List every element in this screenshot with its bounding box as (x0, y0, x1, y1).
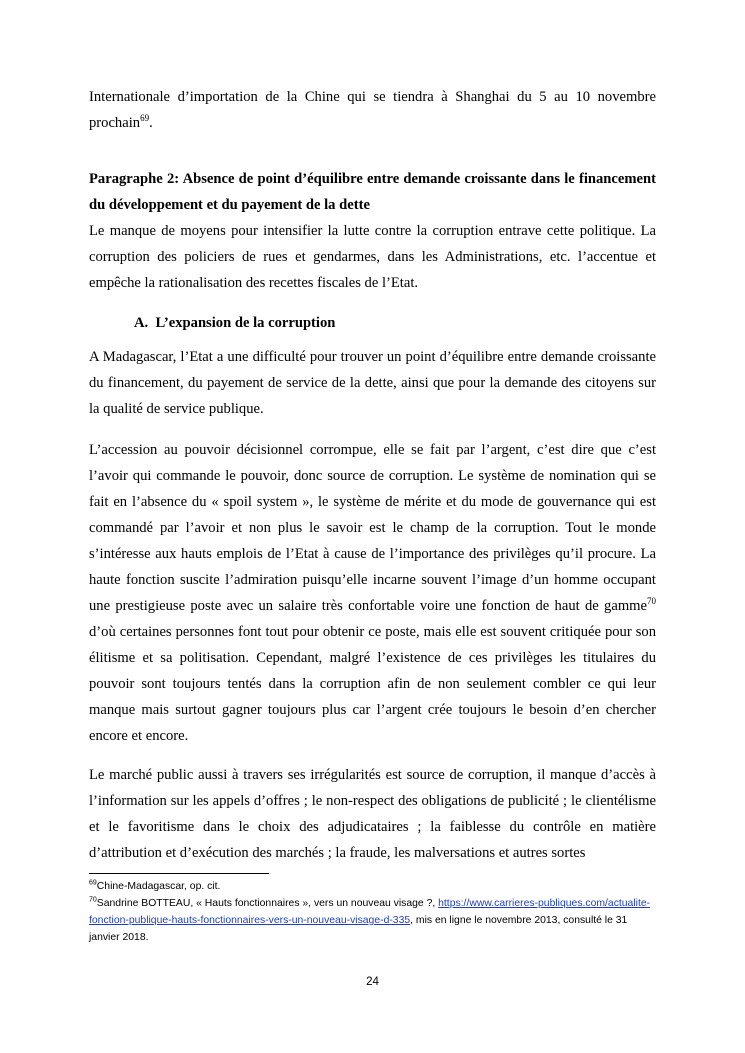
section-a-label: A. (134, 315, 149, 331)
body-paragraph-2: L’accession au pouvoir décisionnel corrompue, elle se fait par l’argent, c’est dire que c’est l’avoir qui commande le pouvoir, donc source de corruption. Le système de nomination qui se fait en l’absence du « spoil system », le système de mérite et du mode de gouvernance qui est commandé par l’avoir et non plus le savoir est le champ de la corruption. Tout le monde s’intéresse aux hauts emplois de l’Etat à cause de l’importance des privilèges qu’il procure. La haute fonction suscite l’admiration puisqu’elle incarne souvent l’image d’un homme occupant une prestigieuse poste avec un salaire très confortable voire une fonction de haut de gamme$^{70}$ d’où certaines personnes font tout pour obtenir ce poste, mais elle est souvent critiquée pour son élitisme et sa politisation. Cependant, malgré l’existence de ces privilèges les titulaires du pouvoir sont toujours tentés dans la corruption afin de non seulement combler ce qui leur manque mais surtout gagner toujours plus car l’argent crée toujours le besoin d’en chercher encore et encore. (89, 442, 656, 744)
footnotes (89, 878, 659, 946)
body-paragraph-3: Le marché public aussi à travers ses irrégularités est source de corruption, il manque d’accès à l’information sur les appels d’offres ; le non-respect des obligations de publicité ; le clientélisme et le favoritisme dans le choix des adjudicataires ; la faiblesse du contrôle en matière d’attribution et d’exécution des marchés ; la fraude, les malversations et autres sortes (89, 767, 656, 861)
footnote-ref-69[interactable]: 69 (140, 113, 150, 124)
footnote-divider (89, 873, 269, 874)
section-a-title: L’expansion de la corruption (155, 315, 336, 331)
footnote-70-link[interactable]: https://www.carrieres-publiques.com/actualite-fonction-publique-hauts-fonctionnaires-vers-un-nouveau-visage-d-335 (89, 898, 651, 926)
paragraph-2-text: Le manque de moyens pour intensifier la lutte contre la corruption entrave cette politique. La corruption des policiers de rues et gendarmes, dans les Administrations, etc. l’accentue et empêche la rationalisation des recettes fiscales de l’Etat. (89, 223, 656, 291)
body-paragraph-1: A Madagascar, l’Etat a une difficulté pour trouver un point d’équilibre entre demande croissante du financement, du payement de service de la dette, ainsi que pour la demande des citoyens sur la qualité de service publique. (89, 349, 656, 417)
footnote-70: $^{70}$Sandrine BOTTEAU, « Hauts fonctionnaires », vers un nouveau visage ?, https://www.carrieres-publiques.com/actualite-fonction-publique-hauts-fonctionnaires-vers-un-nouveau-visage-d-335, mis en ligne le novembre 2013, consulté le 31 janvier 2018. (89, 896, 651, 943)
intro-text: Internationale d’importation de la Chine qui se tiendra à Shanghai du 5 au 10 novembre prochain (89, 89, 656, 131)
paragraph-2 (89, 166, 656, 296)
footnote-69: $^{69}$Chine-Madagascar, op. cit. (89, 879, 221, 892)
intro-paragraph: Internationale d’importation de la Chine qui se tiendra à Shanghai du 5 au 10 novembre prochain$^{69}$. (89, 89, 656, 131)
paragraph-2-title: Paragraphe 2: Absence de point d’équilibre entre demande croissante dans le financement du développement et du payement de la dette (89, 171, 656, 213)
page-number: 24 (366, 976, 379, 988)
footnote-ref-70[interactable]: 70 (647, 596, 656, 607)
section-a-heading (134, 310, 701, 336)
